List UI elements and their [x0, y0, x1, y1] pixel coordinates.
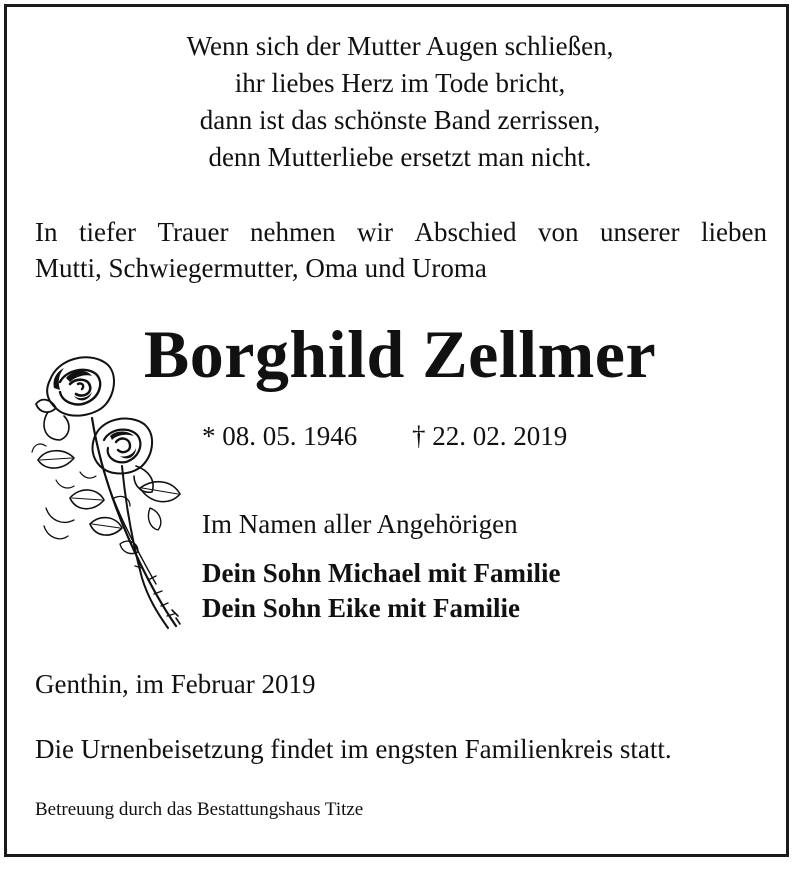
- announcement-word: tiefer: [79, 217, 136, 247]
- announcement-word: lieben: [701, 217, 767, 247]
- mourning-announcement: [35, 214, 767, 286]
- announcement-line-1: [35, 214, 767, 250]
- on-behalf-line: Im Namen aller Angehörigen: [202, 509, 518, 539]
- roses-illustration-icon: [30, 348, 190, 634]
- undertaker-credit: Betreuung durch das Bestattungshaus Titze: [35, 799, 364, 820]
- announcement-word: In: [35, 217, 58, 247]
- deceased-name: Borghild Zellmer: [143, 316, 657, 392]
- announcement-line-2: Mutti, Schwiegermutter, Oma und Uroma: [35, 253, 487, 283]
- poem-line: denn Mutterliebe ersetzt man nicht.: [208, 142, 592, 172]
- signer-line: Dein Sohn Eike mit Familie: [202, 593, 521, 623]
- life-dates: [202, 418, 567, 454]
- birth-date: * 08. 05. 1946: [202, 421, 358, 451]
- announcement-word: wir: [357, 217, 393, 247]
- announcement-word: von: [538, 217, 579, 247]
- announcement-word: nehmen: [250, 217, 336, 247]
- announcement-word: Trauer: [157, 217, 229, 247]
- poem-line: dann ist das schönste Band zerrissen,: [199, 105, 601, 135]
- poem-line: ihr liebes Herz im Tode bricht,: [234, 68, 566, 98]
- memorial-poem: [0, 28, 800, 176]
- poem-line: Wenn sich der Mutter Augen schließen,: [186, 31, 614, 61]
- announcement-word: Abschied: [414, 217, 517, 247]
- announcement-word: unserer: [600, 217, 680, 247]
- burial-note: Die Urnenbeisetzung findet im engsten Familienkreis statt.: [35, 734, 672, 764]
- place-date: Genthin, im Februar 2019: [35, 669, 316, 699]
- signer-line: Dein Sohn Michael mit Familie: [202, 558, 561, 588]
- death-date: † 22. 02. 2019: [412, 421, 568, 451]
